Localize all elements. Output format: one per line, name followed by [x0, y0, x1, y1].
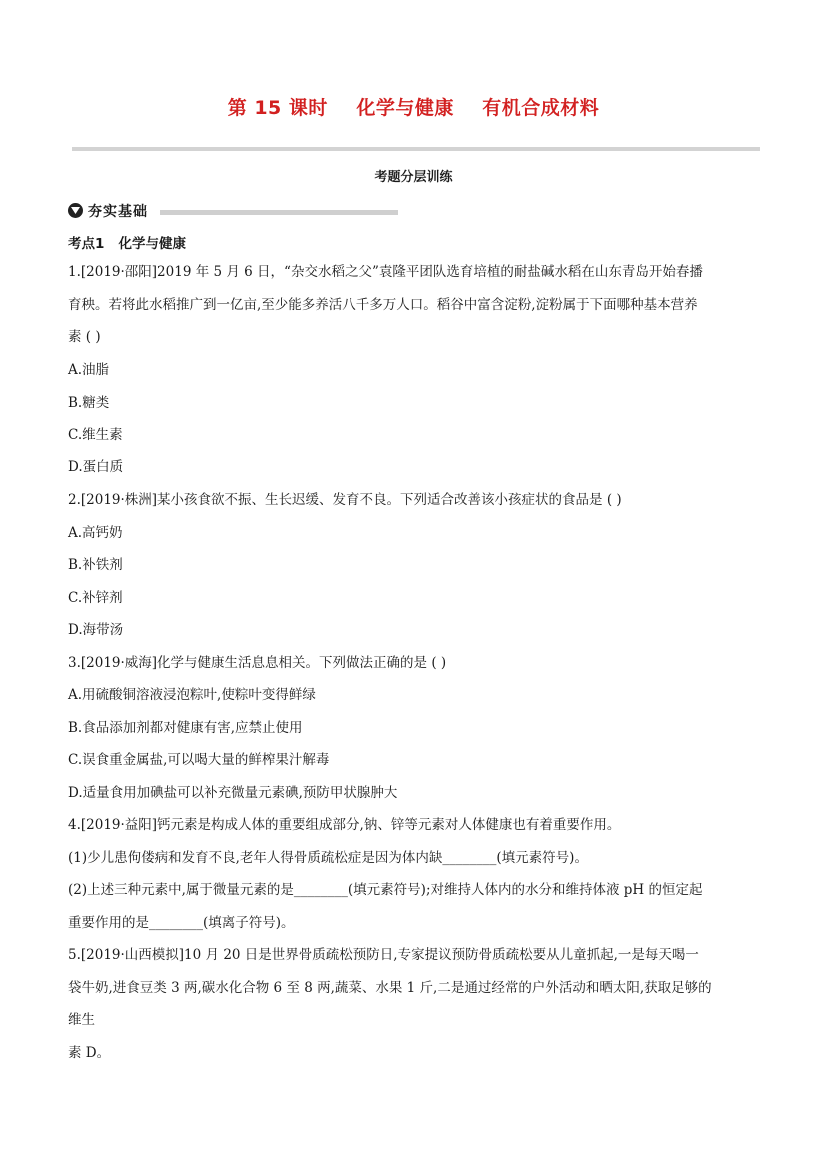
title-divider: [72, 147, 760, 151]
page-title: 第 15 课时 化学与健康 有机合成材料: [227, 97, 600, 119]
q4-part-2: (2)上述三种元素中,属于微量元素的是________(填元素符号);对维持人体内的水分和维持体液 pH 的恒定起: [68, 882, 703, 898]
q3-option-b: B.食品添加剂都对健康有害,应禁止使用: [68, 720, 303, 736]
section-subtitle: 考题分层训练: [374, 170, 453, 185]
q2-line-1: 2.[2019·株洲]某小孩食欲不振、生长迟缓、发育不良。下列适合改善该小孩症状的食品是 ( ): [68, 492, 622, 508]
section-bar: [160, 210, 398, 215]
q5-line-1: 5.[2019·山西模拟]10 月 20 日是世界骨质疏松预防日,专家提议预防骨质疏松要从儿童抓起,一是每天喝一: [68, 947, 699, 963]
q5-line-3: 维生: [68, 1012, 95, 1028]
q3-option-c: C.误食重金属盐,可以喝大量的鲜榨果汁解毒: [68, 752, 330, 768]
triangle-down-icon: [68, 203, 83, 218]
q1-line-2: 育秧。若将此水稻推广到一亿亩,至少能多养活八千多万人口。稻谷中富含淀粉,淀粉属于下面哪种基本营养: [68, 297, 698, 313]
q5-line-2: 袋牛奶,进食豆类 3 两,碳水化合物 6 至 8 两,蔬菜、水果 1 斤,二是通过经常的户外活动和晒太阳,获取足够的: [68, 980, 712, 996]
q1-line-1: 1.[2019·邵阳]2019 年 5 月 6 日，“杂交水稻之父”袁隆平团队选育培植的耐盐碱水稻在山东青岛开始春播: [68, 264, 703, 280]
q1-option-b: B.糖类: [68, 395, 110, 411]
q4-part-1: (1)少儿患佝偻病和发育不良,老年人得骨质疏松症是因为体内缺________(填元素符号)。: [68, 850, 588, 866]
section-label: 夯实基础: [88, 204, 148, 220]
q5-line-4: 素 D。: [68, 1045, 111, 1061]
topic-heading: 考点1 化学与健康: [68, 236, 186, 252]
q3-option-d: D.适量食用加碘盐可以补充微量元素碘,预防甲状腺肿大: [68, 785, 398, 801]
q2-option-c: C.补锌剂: [68, 590, 123, 606]
q3-line-1: 3.[2019·威海]化学与健康生活息息相关。下列做法正确的是 ( ): [68, 655, 447, 671]
q1-option-d: D.蛋白质: [68, 459, 124, 475]
q2-option-b: B.补铁剂: [68, 557, 123, 573]
q1-option-a: A.油脂: [68, 362, 110, 378]
q1-line-3: 素 ( ): [68, 329, 101, 345]
q2-option-d: D.海带汤: [68, 622, 124, 638]
q3-option-a: A.用硫酸铜溶液浸泡粽叶,使粽叶变得鲜绿: [68, 687, 316, 703]
q2-option-a: A.高钙奶: [68, 525, 123, 541]
section-header: [68, 200, 408, 222]
q4-line-1: 4.[2019·益阳]钙元素是构成人体的重要组成部分,钠、锌等元素对人体健康也有着重要作用。: [68, 817, 621, 833]
q4-part-2-cont: 重要作用的是________(填离子符号)。: [68, 915, 295, 931]
q1-option-c: C.维生素: [68, 427, 123, 443]
